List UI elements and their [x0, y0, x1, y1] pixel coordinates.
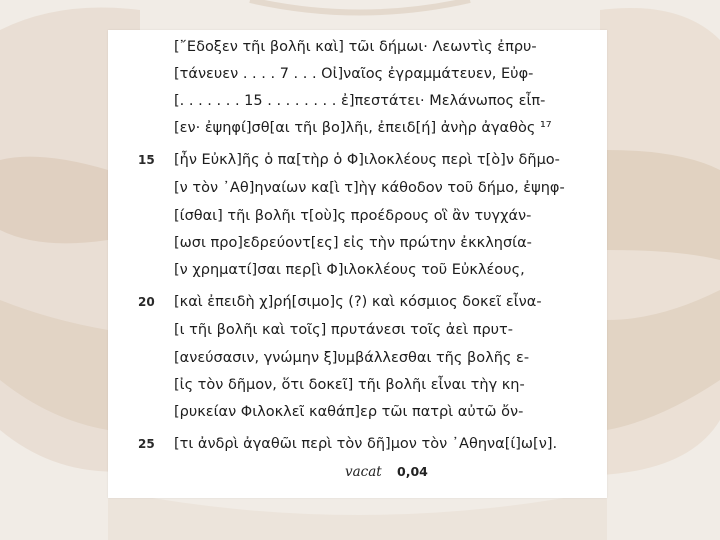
inscription-line	[108, 204, 607, 228]
line-text: [ν χρηματί]σαι περ[ὶ Φ]ιλοκλέους τοῦ Εὐκλέους,	[174, 262, 525, 278]
inscription-line	[108, 346, 607, 370]
line-text: [ι τῆι βολῆι καὶ τοῖς] πρυτάνεσι τοῖς ἀεὶ πρυτ-	[174, 322, 514, 338]
line-text: [τι ἀνδρὶ ἀγαθῶι περὶ τὸν δῆ]μον τὸν ᾿Αθηνα[ί]ω[ν].	[174, 436, 558, 452]
line-text: [. . . . . . . 15 . . . . . . . . ἐ]πεστάτει· Μελάνωπος εἶπ-	[174, 93, 546, 109]
inscription-line	[108, 62, 607, 86]
line-text: [ἰς τὸν δῆμον, ὅτι δοκεῖ] τῆι βολῆι εἶναι τὴγ κη-	[174, 377, 525, 393]
vacat-measure: 0,04	[397, 464, 428, 479]
inscription-line	[108, 35, 607, 59]
inscription-line	[108, 400, 607, 424]
inscription-line	[108, 231, 607, 255]
line-text: [εν· ἐψηφί]σθ[αι τῆι βο]λῆι, ἐπειδ[ή] ἀνὴρ ἀγαθὸς ¹⁷	[174, 120, 552, 136]
inscription-line	[108, 116, 607, 140]
line-text: [ανεύσασιν, γνώμην ξ]υμβάλλεσθαι τῆς βολῆς ε-	[174, 350, 530, 366]
line-text: [ίσθαι] τῆι βολῆι τ[οὺ]ς προέδρους οἳ ἂν τυγχάν-	[174, 208, 532, 224]
vacat-row	[108, 461, 607, 483]
inscription-line	[108, 258, 607, 282]
line-text: [καὶ ἐπειδὴ χ]ρή[σιμο]ς (?) καὶ κόσμιος δοκεῖ εἶνα-	[174, 294, 542, 310]
line-number: 25	[138, 437, 155, 451]
inscription-page	[108, 30, 607, 498]
inscription-line	[108, 373, 607, 397]
vacat-label: vacat	[345, 464, 382, 480]
inscription-line	[108, 148, 607, 172]
line-text: [τάνευεν . . . . 7 . . . Οἰ]ναῖος ἐγραμμάτευεν, Εὐφ-	[174, 66, 534, 82]
inscription-line	[108, 89, 607, 113]
line-number: 20	[138, 295, 155, 309]
line-number: 15	[138, 153, 155, 167]
inscription-line	[108, 290, 607, 314]
line-text: [῎Εδοξεν τῆι βολῆι καὶ] τῶι δήμωι· Λεωντὶς ἐπρυ-	[174, 39, 537, 55]
inscription-line	[108, 432, 607, 456]
inscription-line	[108, 318, 607, 342]
line-text: [ἦν Εὐκλ]ῆς ὁ πα[τὴρ ὁ Φ]ιλοκλέους περὶ τ[ὸ]ν δῆμο-	[174, 152, 560, 168]
line-text: [ν τὸν ᾿Αθ]ηναίων κα[ὶ τ]ὴγ κάθοδον τοῦ δήμο, ἐψηφ-	[174, 180, 565, 196]
line-text: [ωσι προ]εδρεύοντ[ες] εἰς τὴν πρώτην ἐκκλησία-	[174, 235, 532, 251]
line-text: [ρυκείαν Φιλοκλεῖ καθάπ]ερ τῶι πατρὶ αὐτῶ ὄν-	[174, 404, 524, 420]
inscription-line	[108, 176, 607, 200]
